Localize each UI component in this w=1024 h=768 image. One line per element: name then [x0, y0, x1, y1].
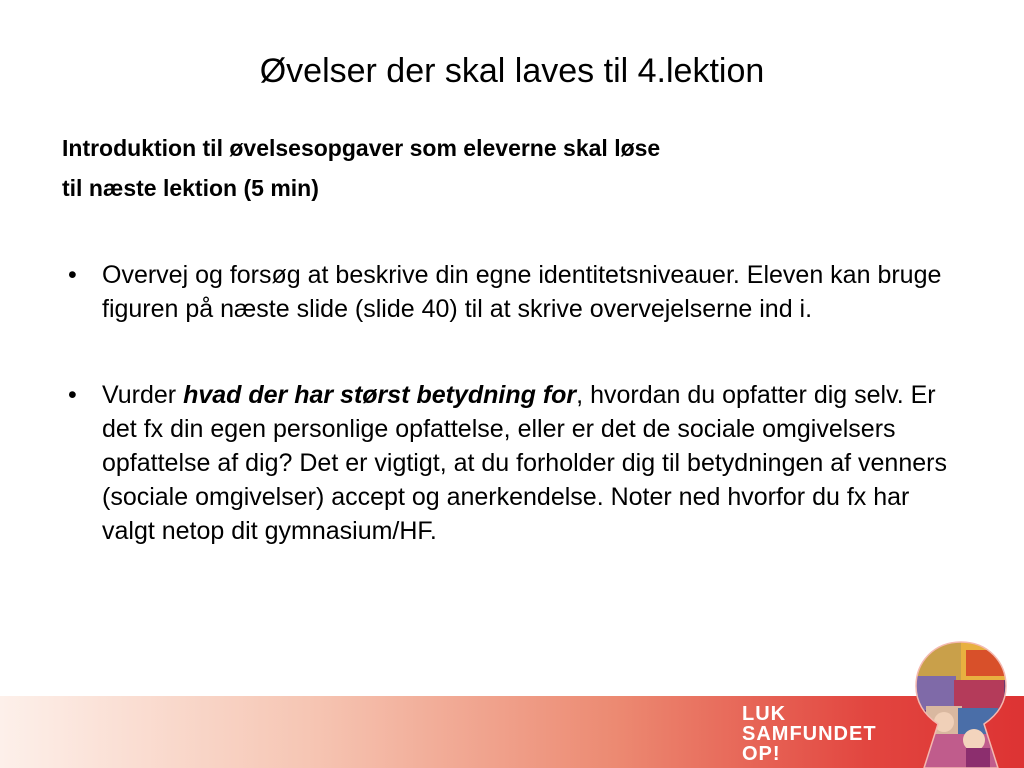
bullet-text-suffix: , hvordan du opfatter dig selv. Er det fx din egen personlige opfattelse, eller er det de sociale omgivelsers opfattelse af dig? Det er vigtigt, at du forholder dig til betydningen af venners (sociale omgivelser) accept og anerkendelse. Noter ned hvorfor du fx har valgt netop dit gymnasium/HF.: [102, 381, 947, 545]
bullet-item-2: [62, 378, 962, 548]
bullet-item-1: [62, 258, 962, 326]
slide-title: Øvelser der skal laves til 4.lektion: [259, 52, 765, 90]
bullet-icon: •: [68, 381, 77, 409]
slide-subtitle: [62, 128, 942, 208]
keyhole-collage-icon: [906, 640, 1016, 768]
logo-line-3: OP!: [742, 743, 781, 765]
subtitle-line-1: Introduktion til øvelsesopgaver som eleverne skal løse: [62, 135, 661, 161]
bullet-text-emphasis: hvad der har størst betydning for: [183, 381, 577, 409]
logo-line-2: SAMFUNDET: [742, 723, 877, 745]
subtitle-line-2: til næste lektion (5 min): [62, 175, 319, 201]
bullet-icon: •: [68, 261, 77, 289]
bullet-text-prefix: Vurder: [102, 381, 184, 409]
bullet-text: Overvej og forsøg at beskrive din egne identitetsniveauer. Eleven kan bruge figuren på næste slide (slide 40) til at skrive overvejelserne ind i.: [102, 261, 942, 323]
bullet-list: [62, 258, 962, 600]
logo-line-1: LUK: [742, 703, 787, 725]
